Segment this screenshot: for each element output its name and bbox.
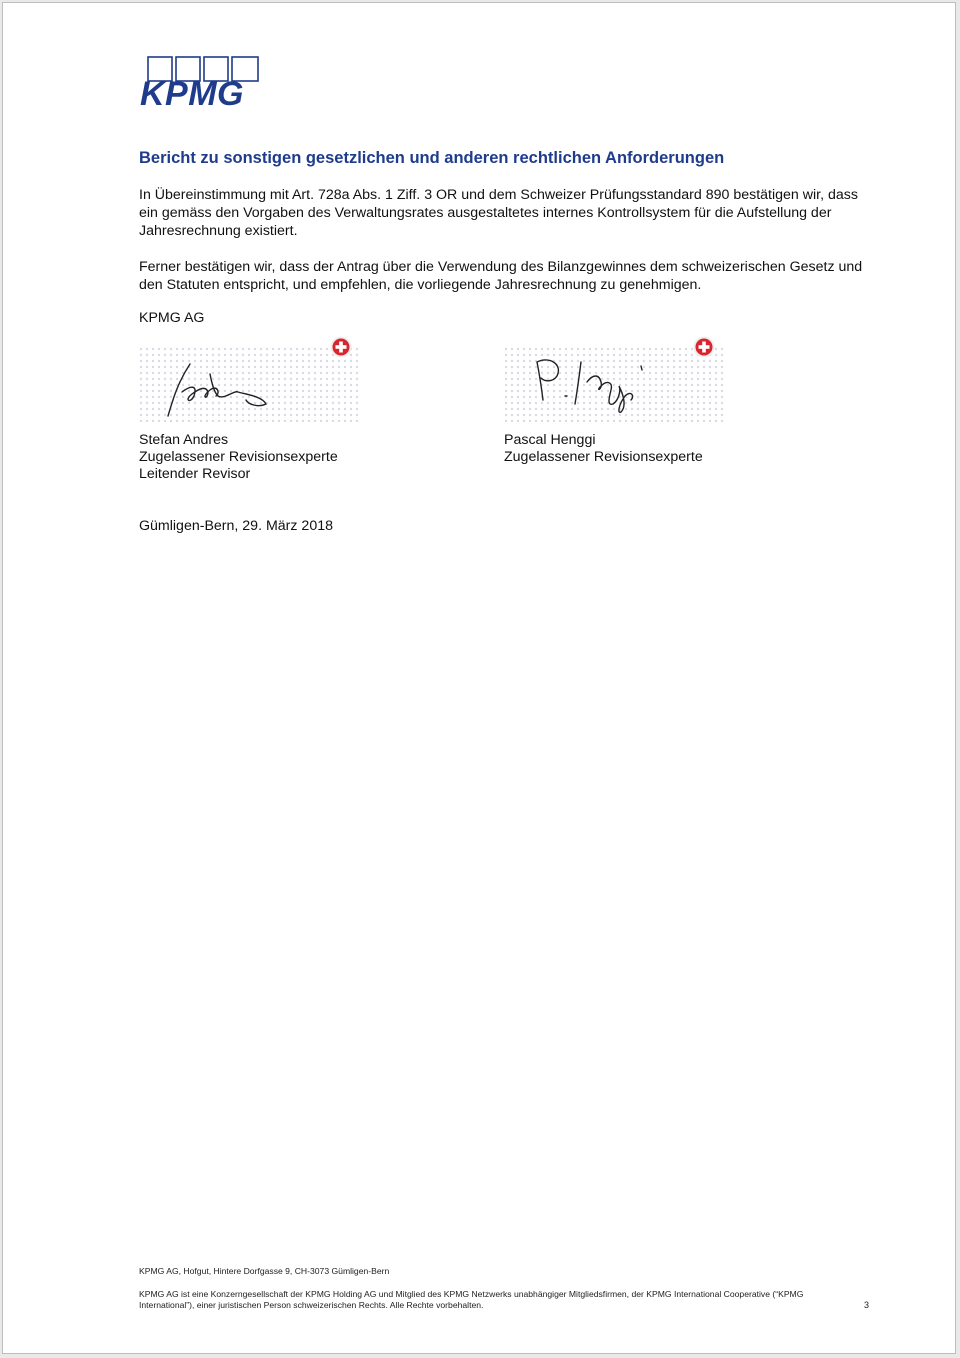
footer-legal: KPMG AG ist eine Konzerngesellschaft der KPMG Holding AG und Mitglied des KPMG Netzwerks unabhängiger Mitgliedsfirmen, der KPMG International Cooperative (“KPMG International”), einer juristischen Person schweizerischen Rechts. Alle Rechte vorbehalten. — [139, 1289, 804, 1310]
document-page — [2, 2, 956, 1354]
signer-block-2 — [504, 432, 703, 466]
signer-name: Pascal Henggi — [504, 432, 596, 448]
paragraph-confirmation: In Übereinstimmung mit Art. 728a Abs. 1 Ziff. 3 OR und dem Schweizer Prüfungsstandard 890 bestätigen wir, dass ein gemäss den Vorgaben des Verwaltungsrates ausgestaltetes internes Kontrollsystem für die Aufstellung der Jahresrechnung existiert. — [139, 187, 858, 239]
signer-role: Zugelassener Revisionsexperte — [504, 449, 703, 465]
svg-text:KPMG: KPMG — [140, 75, 244, 111]
signer-role: Zugelassener Revisionsexperte — [139, 449, 338, 465]
section-heading: Bericht zu sonstigen gesetzlichen und anderen rechtlichen Anforderungen — [139, 149, 725, 167]
page-number: 3 — [864, 1300, 870, 1310]
signer-block-1 — [139, 432, 338, 483]
company-name: KPMG AG — [139, 310, 205, 326]
place-date: Gümligen-Bern, 29. März 2018 — [139, 518, 333, 534]
signature-pascal-henggi — [503, 334, 731, 426]
signer-name: Stefan Andres — [139, 432, 229, 448]
paragraph-recommendation: Ferner bestätigen wir, dass der Antrag über die Verwendung des Bilanzgewinnes dem schweizerischen Gesetz und den Statuten entspricht, und empfehlen, die vorliegende Jahresrechnung zu genehmigen. — [139, 259, 863, 293]
signer-role-secondary: Leitender Revisor — [139, 466, 251, 482]
signature-stefan-andres — [138, 334, 366, 426]
swiss-cross-icon — [693, 336, 715, 358]
swiss-cross-icon — [330, 336, 352, 358]
kpmg-logo — [138, 55, 264, 111]
footer-address: KPMG AG, Hofgut, Hintere Dorfgasse 9, CH-3073 Gümligen-Bern — [139, 1266, 390, 1276]
